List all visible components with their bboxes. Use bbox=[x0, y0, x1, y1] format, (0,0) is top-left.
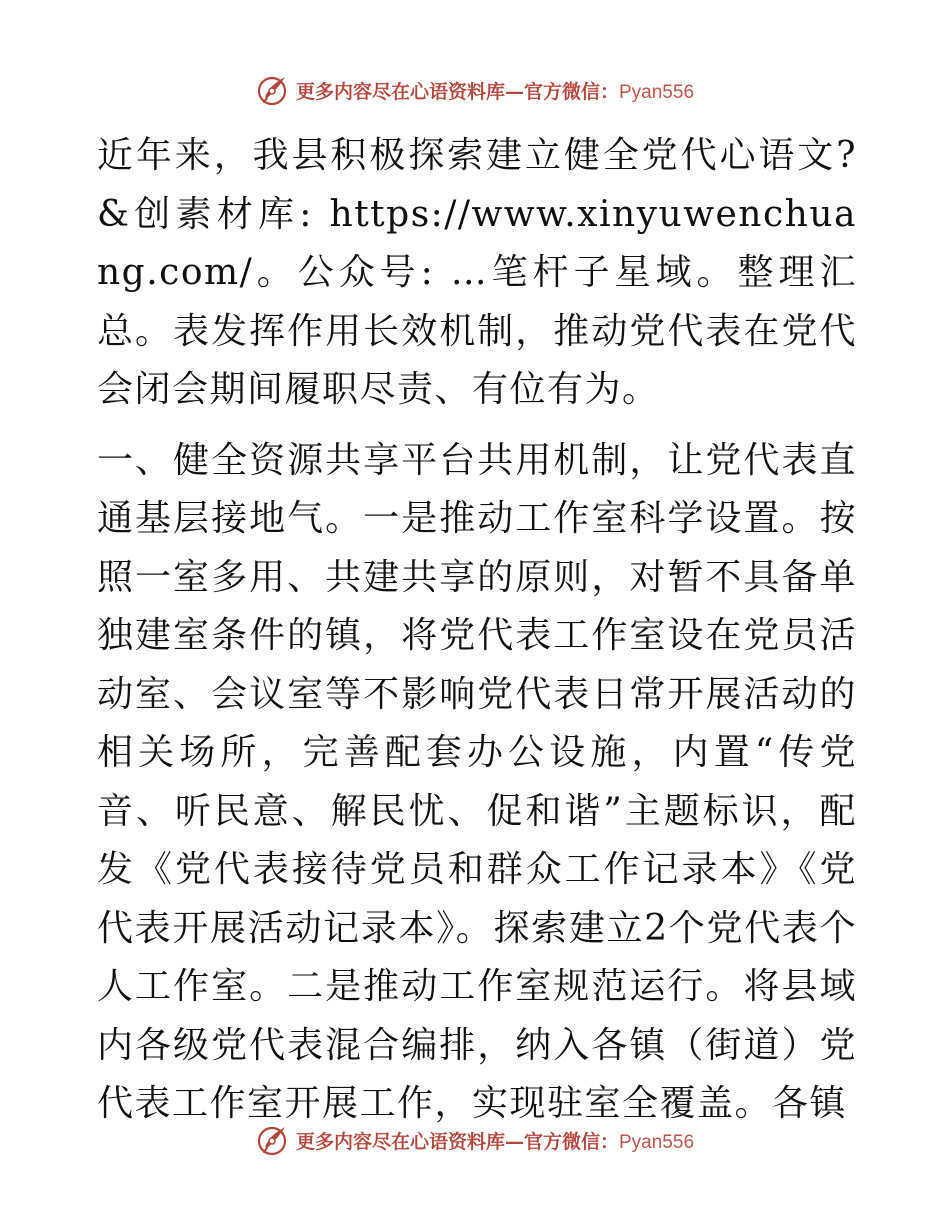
pen-quill-logo-icon bbox=[256, 1123, 290, 1157]
footer-banner-text bbox=[296, 1127, 694, 1154]
body-paragraph-1: 近年来，我县积极探索建立健全党代心语文?&创素材库: https://www.xinyuwenchuang.com/。公众号: …笔杆子星域。整理汇总。表发挥作用长效机制，推动党代表在党代会闭会期间履职尽责、有位有为。 bbox=[97, 135, 857, 410]
footer-banner bbox=[0, 1120, 950, 1160]
header-banner bbox=[0, 70, 950, 110]
document-body bbox=[97, 127, 857, 1134]
header-wechat-id: Pyan556 bbox=[619, 81, 695, 103]
header-banner-label: 更多内容尽在心语资料库—官方微信： bbox=[295, 80, 619, 103]
footer-wechat-id: Pyan556 bbox=[619, 1131, 695, 1153]
pen-quill-logo-icon bbox=[256, 73, 290, 107]
footer-banner-label: 更多内容尽在心语资料库—官方微信： bbox=[295, 1130, 619, 1153]
header-banner-text bbox=[296, 77, 694, 104]
body-paragraph-2: 一、健全资源共享平台共用机制，让党代表直通基层接地气。一是推动工作室科学设置。按照一室多用、共建共享的原则，对暂不具备单独建室条件的镇，将党代表工作室设在党员活动室、会议室等不影响党代表日常开展活动的相关场所，完善配套办公设施，内置“传党音、听民意、解民忧、促和谐”主题标识，配发《党代表接待党员和群众工作记录本》《党代表开展活动记录本》。探索建立2个党代表个人工作室。二是推动工作室规范运行。将县域内各级党代表混合编排，纳入各镇（街道）党代表工作室开展工作，实现驻室全覆盖。各镇 bbox=[97, 439, 857, 1124]
